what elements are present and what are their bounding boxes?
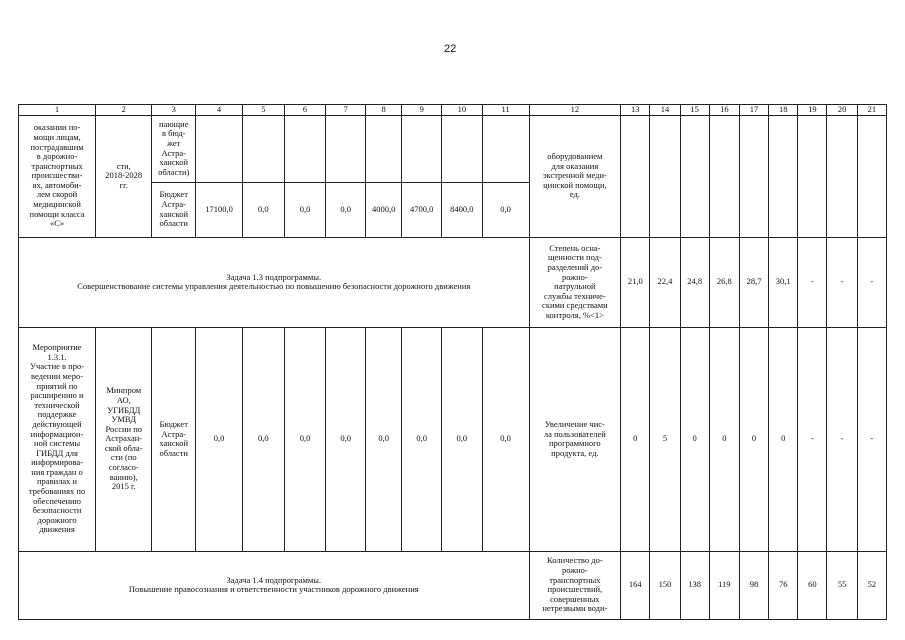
indicator-value: 24,8 <box>680 237 709 327</box>
empty-cell <box>243 115 285 182</box>
funding-source-cell: Бюджет Астра- ханской области <box>152 327 196 551</box>
finance-value: 0,0 <box>243 327 285 551</box>
funding-source-cell: пающие в бюд- жет Астра- ханской области) <box>152 115 196 182</box>
finance-value: 0,0 <box>402 327 442 551</box>
finance-value: 0,0 <box>243 182 285 237</box>
indicator-value: 21,0 <box>621 237 650 327</box>
indicator-value: - <box>857 237 886 327</box>
finance-value: 4000,0 <box>365 182 401 237</box>
empty-cell <box>769 115 798 237</box>
header-cell: 1 <box>19 105 96 116</box>
header-cell: 20 <box>827 105 857 116</box>
header-cell: 17 <box>739 105 768 116</box>
header-cell: 12 <box>529 105 621 116</box>
empty-cell <box>709 115 739 237</box>
header-cell: 2 <box>96 105 152 116</box>
finance-value: 0,0 <box>365 327 401 551</box>
indicator-value: 164 <box>621 551 650 619</box>
task-1-4-heading: Задача 1.4 подпрограммы. Повышение правосознания и ответственности участников дорожного движения <box>19 551 530 619</box>
empty-cell <box>650 115 680 237</box>
finance-value: 0,0 <box>284 182 326 237</box>
header-cell: 15 <box>680 105 709 116</box>
header-row <box>19 105 887 116</box>
indicator-value: 98 <box>739 551 768 619</box>
indicator-value: 5 <box>650 327 680 551</box>
header-cell: 21 <box>857 105 886 116</box>
empty-cell <box>365 115 401 182</box>
header-cell: 6 <box>284 105 326 116</box>
empty-cell <box>284 115 326 182</box>
measure-description-cell: оказании по- мощи лицам, пострадавшим в дорожно- транспортных происшестви- ях, автомоби- лем скорой медицинской помощи класса «С» <box>19 115 96 237</box>
finance-value: 0,0 <box>196 327 243 551</box>
header-cell: 14 <box>650 105 680 116</box>
funding-source-cell: Бюджет Астра- ханской области <box>152 182 196 237</box>
empty-cell <box>326 115 366 182</box>
empty-cell <box>680 115 709 237</box>
indicator-value: - <box>798 237 827 327</box>
finance-value: 0,0 <box>482 182 529 237</box>
indicator-cell: Увеличение чис- ла пользователей программного продукта, ед. <box>529 327 621 551</box>
finance-value: 17100,0 <box>196 182 243 237</box>
indicator-value: 22,4 <box>650 237 680 327</box>
indicator-value: - <box>857 327 886 551</box>
empty-cell <box>621 115 650 237</box>
indicator-value: 150 <box>650 551 680 619</box>
finance-value: 8400,0 <box>442 182 483 237</box>
executor-cell: сти, 2018-2028 гг. <box>96 115 152 237</box>
indicator-value: 55 <box>827 551 857 619</box>
indicator-value: - <box>798 327 827 551</box>
empty-cell <box>827 115 857 237</box>
empty-cell <box>739 115 768 237</box>
indicator-cell: Количество до- рожно- транспортных происшествий, совершенных нетрезвыми води- <box>529 551 621 619</box>
indicator-value: 0 <box>680 327 709 551</box>
header-cell: 7 <box>326 105 366 116</box>
header-cell: 4 <box>196 105 243 116</box>
header-cell: 3 <box>152 105 196 116</box>
task-row <box>19 237 887 327</box>
page-number: 22 <box>444 43 457 55</box>
empty-cell <box>442 115 483 182</box>
indicator-value: 138 <box>680 551 709 619</box>
measure-description-cell: Мероприятие 1.3.1. Участие в про- ведении меро- приятий по расширению и технической поддержке действующей информацион- ной системы ГИБДД для информирова- ния граждан о правилах и требованиях по обеспечению безопасности дорожного движения <box>19 327 96 551</box>
finance-value: 0,0 <box>326 327 366 551</box>
indicator-value: 76 <box>769 551 798 619</box>
finance-value: 0,0 <box>284 327 326 551</box>
header-cell: 19 <box>798 105 827 116</box>
empty-cell <box>857 115 886 237</box>
header-cell: 16 <box>709 105 739 116</box>
indicator-value: 26,8 <box>709 237 739 327</box>
executor-cell: Минпром АО, УГИБДД УМВД России по Астрахан- ской обла- сти (по согласо- ванию), 2015 г. <box>96 327 152 551</box>
indicator-cell: Степень осна- щенности под- разделений до- рожно- патрульной службы техниче- скими средствами контроля, %<1> <box>529 237 621 327</box>
indicator-value: 30,1 <box>769 237 798 327</box>
indicator-value: 0 <box>769 327 798 551</box>
program-table <box>18 104 887 620</box>
indicator-value: 60 <box>798 551 827 619</box>
indicator-value: 0 <box>739 327 768 551</box>
indicator-value: 119 <box>709 551 739 619</box>
header-cell: 18 <box>769 105 798 116</box>
empty-cell <box>402 115 442 182</box>
indicator-value: - <box>827 237 857 327</box>
table-row <box>19 115 887 182</box>
finance-value: 4700,0 <box>402 182 442 237</box>
indicator-value: - <box>827 327 857 551</box>
header-cell: 9 <box>402 105 442 116</box>
header-cell: 13 <box>621 105 650 116</box>
measure-row <box>19 327 887 551</box>
indicator-cell: оборудованием для оказания экстренной меди- цинской помощи, ед. <box>529 115 621 237</box>
header-cell: 5 <box>243 105 285 116</box>
finance-value: 0,0 <box>482 327 529 551</box>
header-cell: 11 <box>482 105 529 116</box>
task-row <box>19 551 887 619</box>
empty-cell <box>196 115 243 182</box>
finance-value: 0,0 <box>326 182 366 237</box>
header-cell: 10 <box>442 105 483 116</box>
indicator-value: 0 <box>621 327 650 551</box>
indicator-value: 28,7 <box>739 237 768 327</box>
empty-cell <box>482 115 529 182</box>
header-cell: 8 <box>365 105 401 116</box>
indicator-value: 52 <box>857 551 886 619</box>
empty-cell <box>798 115 827 237</box>
finance-value: 0,0 <box>442 327 483 551</box>
task-1-3-heading: Задача 1.3 подпрограммы. Совершенствование системы управления деятельностью по повышению безопасности дорожного движения <box>19 237 530 327</box>
indicator-value: 0 <box>709 327 739 551</box>
